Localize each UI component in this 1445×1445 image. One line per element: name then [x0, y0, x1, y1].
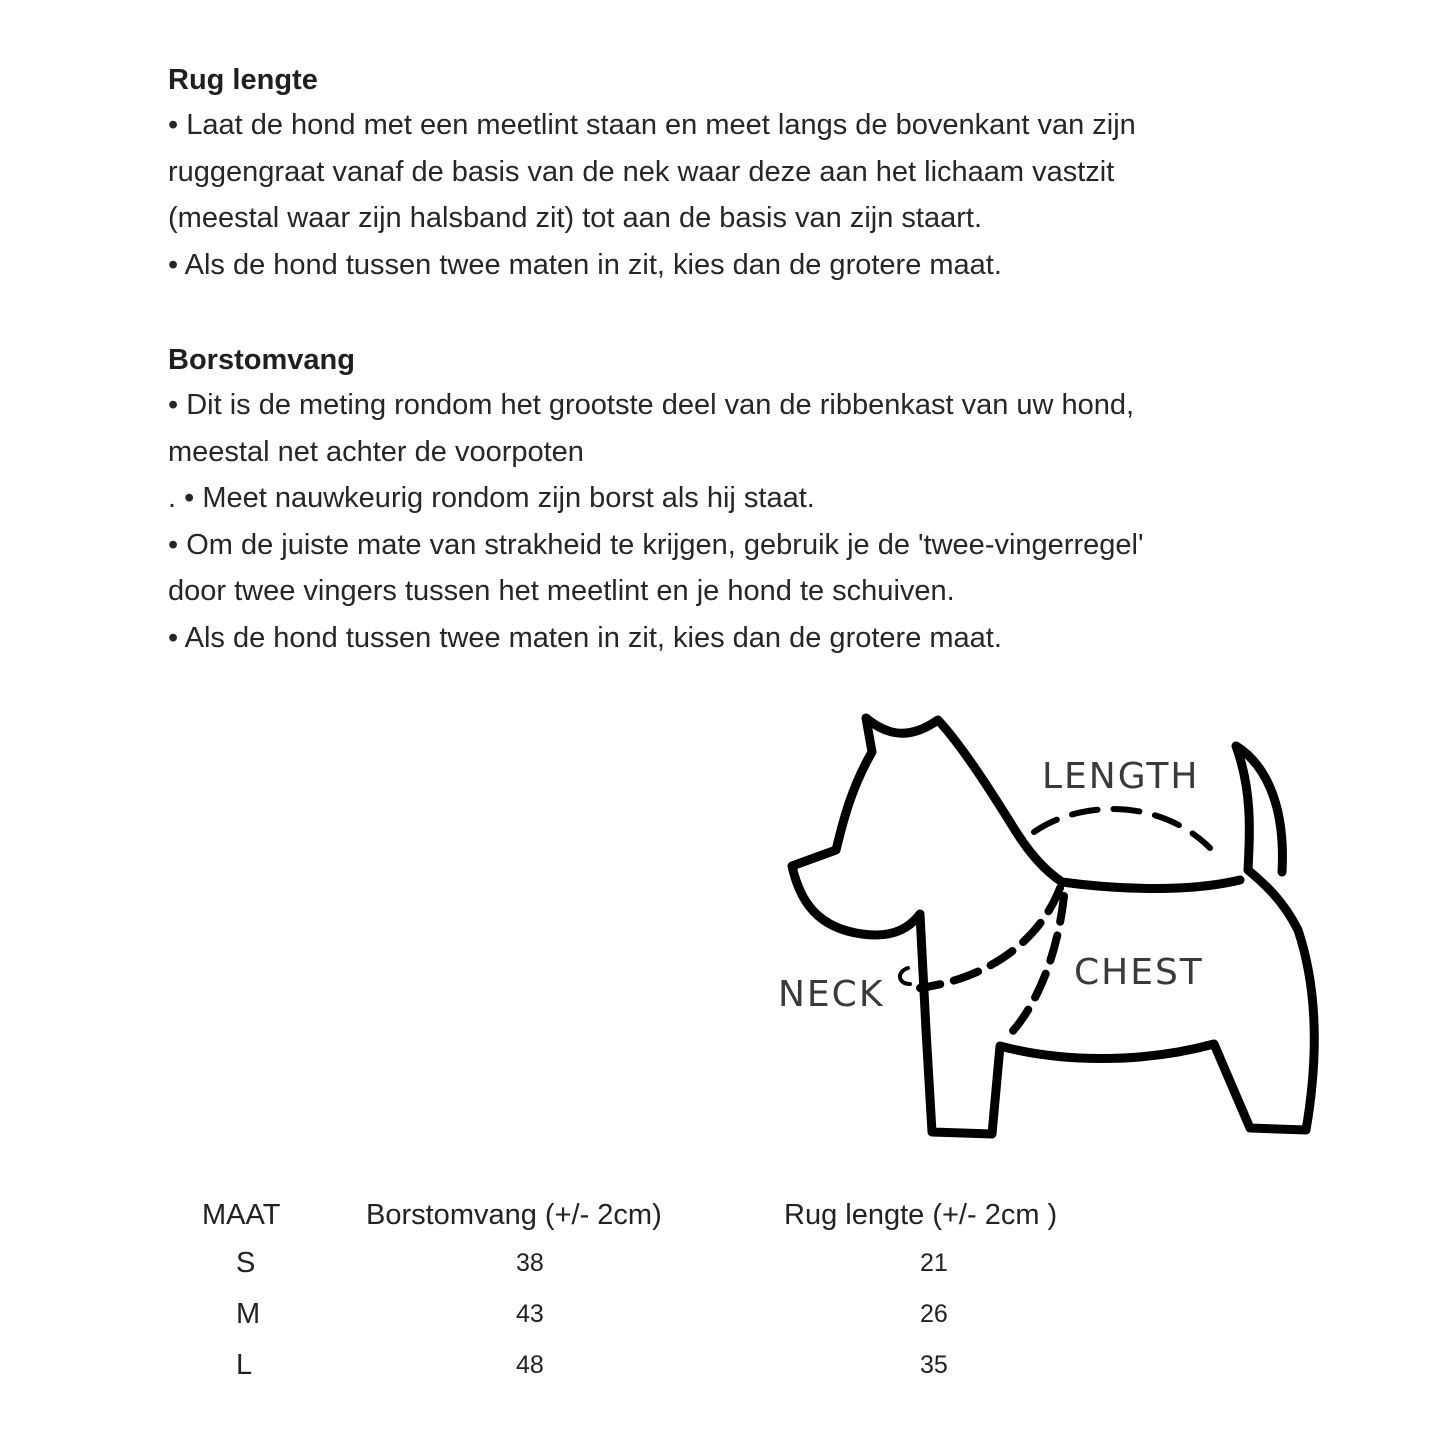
dog-illustration: [770, 705, 1330, 1155]
neck-measure-line: [920, 888, 1060, 988]
size-table-header-row: [190, 1192, 1144, 1238]
rug-lengte-section: [168, 58, 1298, 288]
dog-measurement-diagram: [770, 705, 1330, 1155]
borstomvang-section: [168, 338, 1298, 661]
size-table: [190, 1192, 1144, 1391]
rug-lengte-line: • Als de hond tussen twee maten in zit, kies dan de grotere maat.: [168, 248, 1002, 281]
header-maat: MAAT: [202, 1198, 281, 1231]
borstomvang-line: . • Meet nauwkeurig rondom zijn borst als hij staat.: [168, 482, 815, 514]
length-label: LENGTH: [1042, 756, 1200, 797]
table-row: [190, 1238, 1144, 1289]
chest-cell: 43: [516, 1300, 544, 1328]
length-measure-line: [1034, 809, 1210, 848]
header-borstomvang: Borstomvang (+/- 2cm): [366, 1198, 662, 1231]
borstomvang-line: • Als de hond tussen twee maten in zit, kies dan de grotere maat.: [168, 621, 1002, 654]
borstomvang-heading: Borstomvang: [168, 344, 355, 376]
borstomvang-line: • Om de juiste mate van strakheid te krijgen, gebruik je de 'twee-vingerregel': [168, 528, 1144, 561]
rug-lengte-line: (meestal waar zijn halsband zit) tot aan de basis van zijn staart.: [168, 202, 983, 234]
back-cell: 26: [920, 1300, 948, 1328]
chest-cell: 38: [516, 1249, 544, 1277]
chest-label: CHEST: [1074, 952, 1204, 993]
borstomvang-line: door twee vingers tussen het meetlint en je hond te schuiven.: [168, 575, 955, 607]
neck-label: NECK: [778, 974, 885, 1015]
back-cell: 35: [920, 1351, 948, 1379]
rug-lengte-line: ruggengraat vanaf de basis van de nek waar deze aan het lichaam vastzit: [168, 155, 1115, 188]
size-cell: S: [236, 1247, 256, 1279]
borstomvang-line: • Dit is de meting rondom het grootste deel van de ribbenkast van uw hond,: [168, 389, 1135, 421]
rug-lengte-line: • Laat de hond met een meetlint staan en meet langs de bovenkant van zijn: [168, 109, 1136, 141]
table-row: [190, 1289, 1144, 1340]
borstomvang-line: meestal net achter de voorpoten: [168, 435, 584, 468]
chest-cell: 48: [516, 1351, 544, 1379]
header-rug-lengte: Rug lengte (+/- 2cm ): [784, 1198, 1058, 1231]
size-cell: M: [236, 1298, 261, 1330]
table-row: [190, 1340, 1144, 1391]
back-cell: 21: [920, 1249, 948, 1277]
chest-measure-line: [1012, 896, 1064, 1032]
size-cell: L: [236, 1349, 253, 1381]
rug-lengte-heading: Rug lengte: [168, 64, 318, 96]
neck-hook: [900, 968, 910, 984]
